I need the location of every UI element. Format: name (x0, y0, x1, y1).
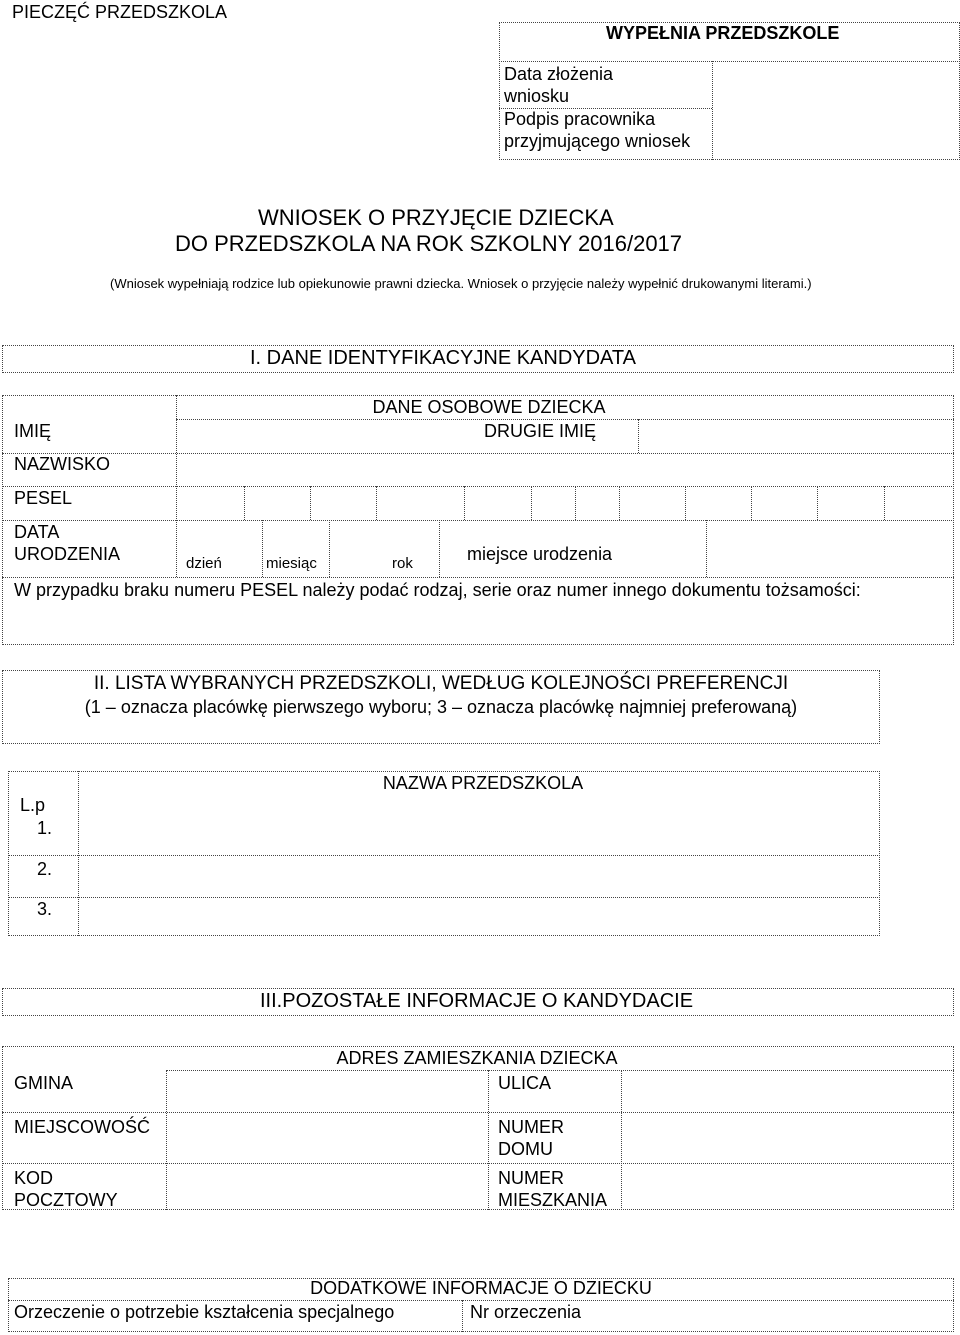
gmina-label: GMINA (14, 1073, 74, 1093)
surname-label: NAZWISKO (14, 454, 111, 474)
filled-by-label: WYPEŁNIA PRZEDSZKOLE (606, 23, 840, 43)
child-data-subheading: DANE OSOBOWE DZIECKA (372, 397, 606, 417)
signature-label-2: przyjmującego wniosek (504, 131, 691, 151)
birth-date-label-2: URODZENIA (14, 544, 121, 564)
date-label-1: Data złożenia (504, 64, 614, 84)
birth-date-label-1: DATA (14, 522, 60, 542)
col-name-header: NAZWA PRZEDSZKOLA (382, 773, 584, 793)
section2-heading: II. LISTA WYBRANYCH PRZEDSZKOLI, WEDŁUG KOLEJNOŚCI PREFERENCJI (93, 673, 789, 694)
day-label: dzień (186, 555, 222, 572)
date-label-2: wniosku (504, 86, 570, 106)
second-name-label: DRUGIE IMIĘ (484, 421, 597, 441)
pesel-label: PESEL (14, 488, 73, 508)
street-label: ULICA (498, 1073, 552, 1093)
special-education-label: Orzeczenie o potrzebie kształcenia specjalnego (14, 1302, 395, 1322)
first-name-label: IMIĘ (14, 421, 52, 441)
title-line-1: WNIOSEK O PRZYJĘCIE DZIECKA (258, 205, 614, 230)
city-label: MIEJSCOWOŚĆ (14, 1117, 151, 1137)
signature-label-1: Podpis pracownika (504, 109, 656, 129)
ruling-number-label: Nr orzeczenia (470, 1302, 582, 1322)
flat-number-label-2: MIESZKANIA (498, 1190, 608, 1210)
address-heading: ADRES ZAMIESZKANIA DZIECKA (336, 1048, 618, 1068)
title-line-2: DO PRZEDSZKOLA NA ROK SZKOLNY 2016/2017 (175, 231, 683, 256)
stamp-label: PIECZĘĆ PRZEDSZKOLA (12, 2, 228, 22)
section2-subheading: (1 – oznacza placówkę pierwszego wyboru; 3 – oznacza placówkę najmniej preferowaną) (84, 697, 798, 717)
list-row-number: 1. (37, 818, 53, 838)
title-note: (Wniosek wypełniają rodzice lub opiekunowie prawni dziecka. Wniosek o przyjęcie należy wypełnić drukowanymi literami.) (110, 276, 812, 291)
section3-heading: III.POZOSTAŁE INFORMACJE O KANDYDACIE (260, 990, 694, 1012)
postal-code-label-1: KOD (14, 1168, 54, 1188)
postal-code-label-2: POCZTOWY (14, 1190, 118, 1210)
birth-place-label: miejsce urodzenia (467, 544, 613, 564)
pesel-note: W przypadku braku numeru PESEL należy podać rodzaj, serie oraz numer innego dokumentu tożsamości: (14, 580, 861, 600)
section1-heading: I. DANE IDENTYFIKACYJNE KANDYDATA (250, 347, 636, 369)
extra-info-heading: DODATKOWE INFORMACJE O DZIECKU (310, 1278, 652, 1298)
list-row-number: 2. (37, 859, 53, 879)
house-number-label-2: DOMU (498, 1139, 553, 1159)
house-number-label-1: NUMER (498, 1117, 564, 1137)
flat-number-label-1: NUMER (498, 1168, 564, 1188)
list-row-number: 3. (37, 899, 53, 919)
col-lp-header: L.p (20, 795, 46, 815)
year-label: rok (392, 555, 413, 572)
month-label: miesiąc (266, 555, 317, 572)
